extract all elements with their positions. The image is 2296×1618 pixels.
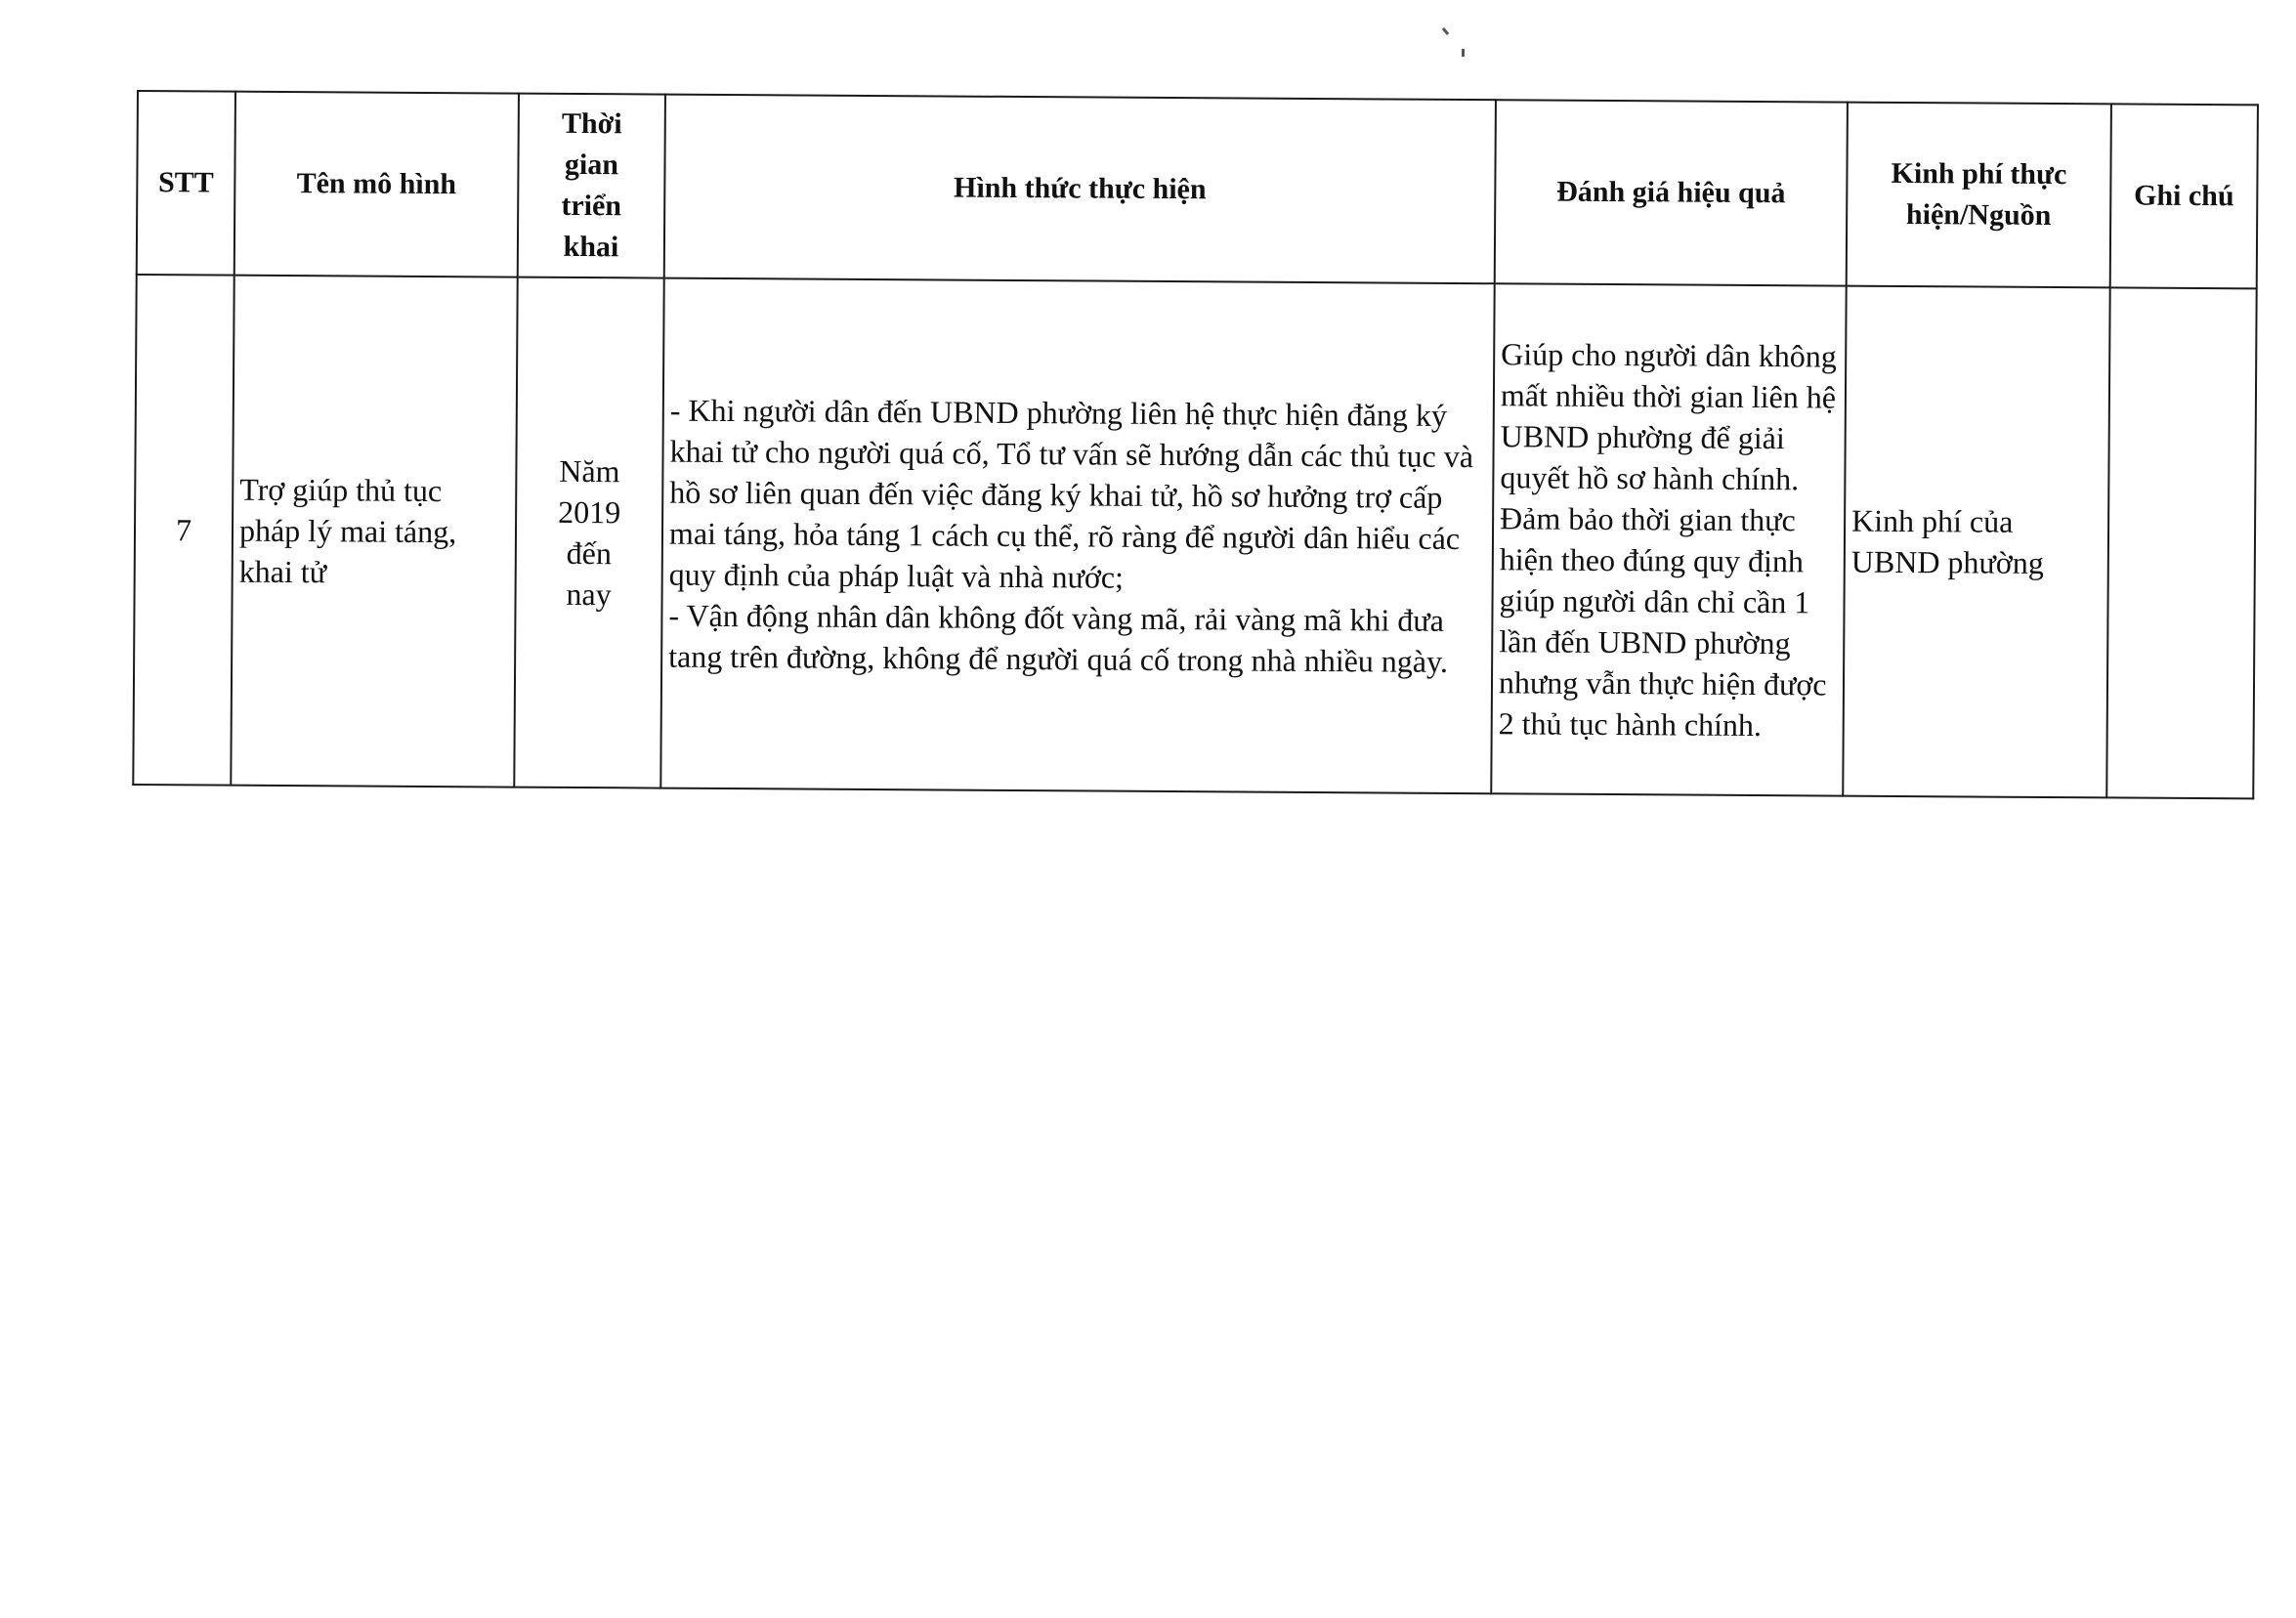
cell-danh-gia: Giúp cho người dân không mất nhiều thời gian liên hệ UBND phường để giải quyết hồ sơ hành chính. Đảm bảo thời gian thực hiện theo đúng quy định giúp người dân chỉ cần 1 lần đến UBND phường nhưng vẫn thực hiện được 2 thủ tục hành chính.	[1491, 283, 1846, 795]
scan-speck	[1442, 27, 1449, 35]
document-page	[132, 90, 2257, 799]
header-ten-mo-hinh: Tên mô hình	[234, 92, 519, 277]
header-kinh-phi: Kinh phí thực hiện/Nguồn	[1847, 103, 2111, 288]
table-row	[133, 275, 2256, 798]
cell-stt: 7	[133, 275, 234, 786]
cell-thoi-gian: Năm 2019 đến nay	[514, 277, 663, 788]
scan-speck	[1462, 49, 1465, 57]
cell-ghi-chu	[2106, 287, 2256, 798]
header-hinh-thuc: Hình thức thực hiện	[664, 95, 1496, 284]
hinh-thuc-line: - Vận động nhân dân không đốt vàng mã, rải vàng mã khi đưa tang trên đường, không để người quá cố trong nhà nhiều ngày.	[668, 597, 1449, 679]
hinh-thuc-line: - Khi người dân đến UBND phường liên hệ thực hiện đăng ký khai tử cho người quá cố, Tổ tư vấn sẽ hướng dẫn các thủ tục và hồ sơ liên quan đến việc đăng ký khai tử, hồ sơ hưởng trợ cấp mai táng, hỏa táng 1 cách cụ thể, rõ ràng để người dân hiểu các quy định của pháp luật và nhà nước;	[668, 392, 1474, 595]
cell-ten-mo-hinh: Trợ giúp thủ tục pháp lý mai táng, khai tử	[231, 276, 517, 788]
table-header-row	[137, 91, 2258, 288]
header-danh-gia: Đánh giá hiệu quả	[1495, 100, 1848, 285]
cell-hinh-thuc	[660, 278, 1494, 794]
header-thoi-gian: Thời gian triển khai	[518, 94, 665, 278]
header-stt: STT	[137, 91, 235, 276]
model-table	[132, 90, 2259, 799]
cell-kinh-phi: Kinh phí của UBND phường	[1843, 286, 2109, 798]
header-ghi-chu: Ghi chú	[2110, 104, 2258, 288]
